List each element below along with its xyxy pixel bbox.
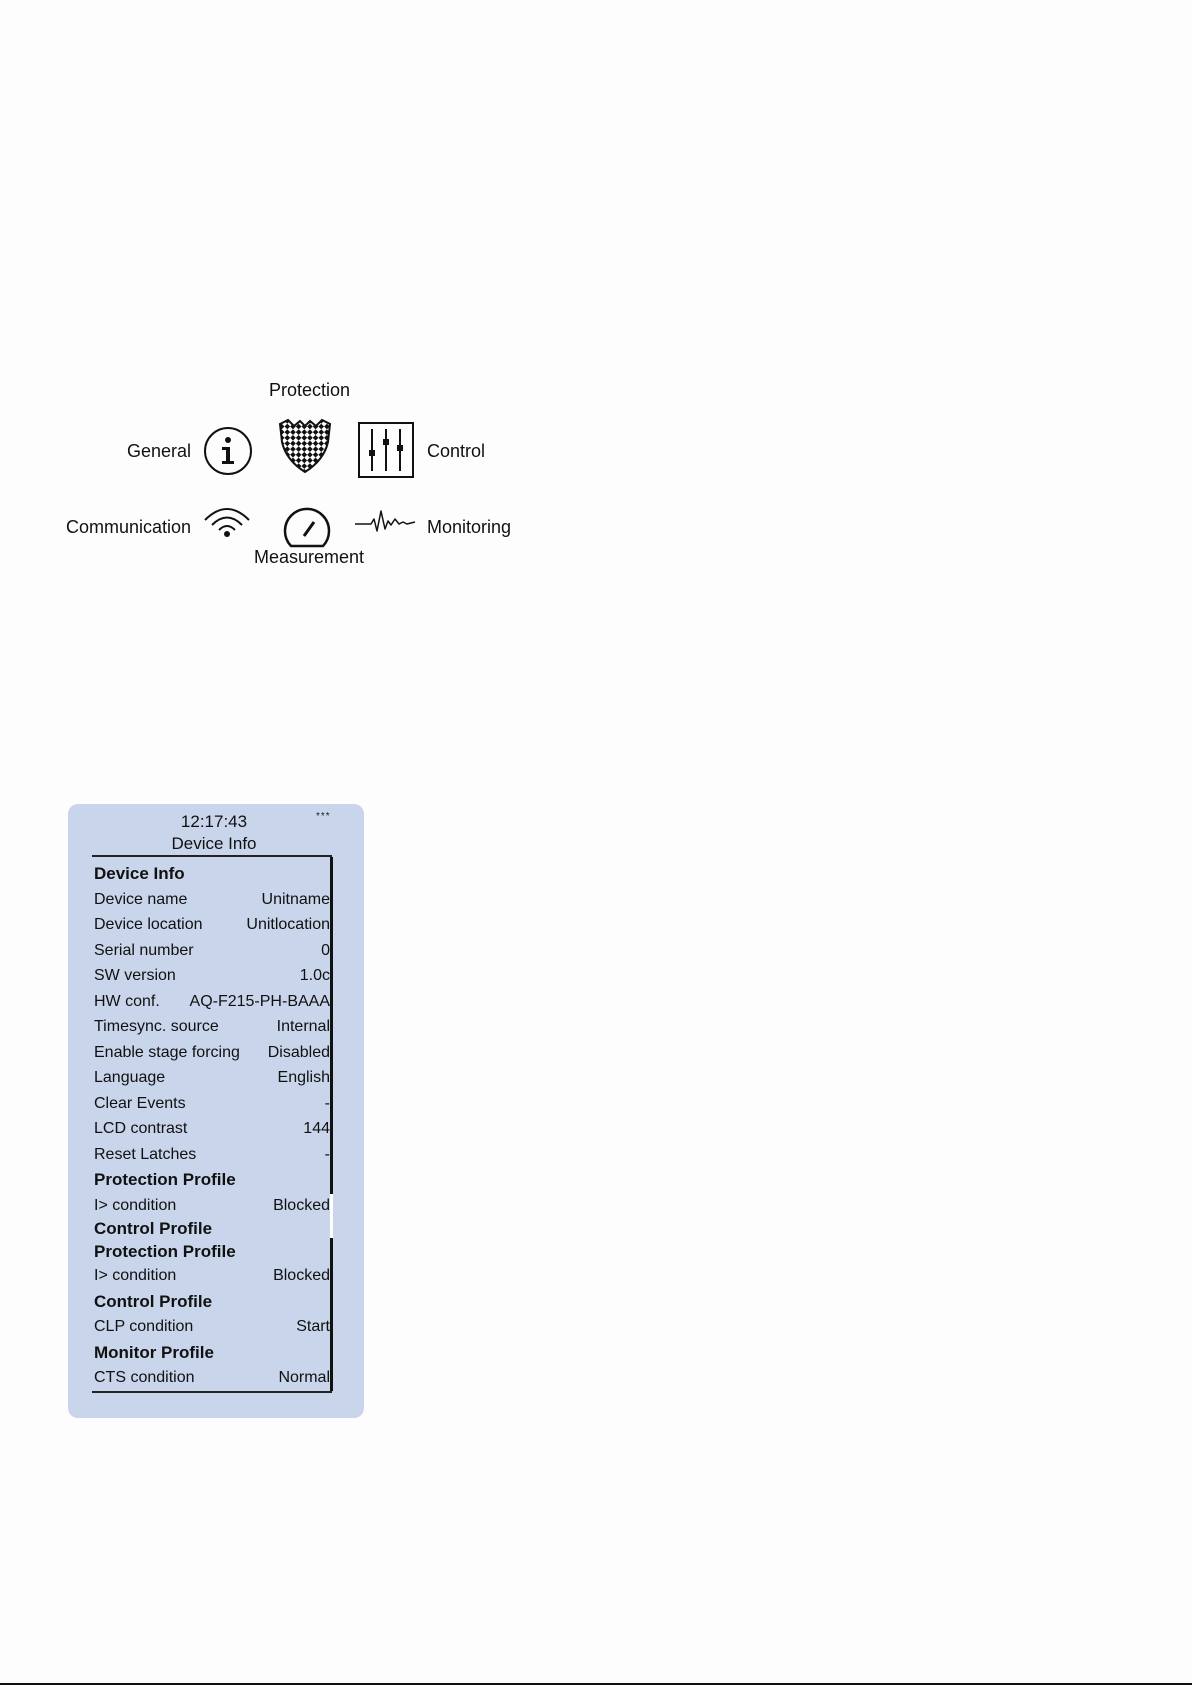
list-item-language[interactable] — [94, 1065, 330, 1091]
row-label: Enable stage forcing — [94, 1043, 240, 1061]
row-value: Disabled — [267, 1043, 330, 1061]
row-value: Blocked — [273, 1196, 330, 1214]
row-value: 1.0c — [299, 967, 330, 984]
section-header-control-profile: Control Profile — [94, 1219, 213, 1238]
info-circle-icon[interactable] — [203, 426, 253, 476]
row-value: 0 — [321, 941, 330, 959]
lcd-clock: 12:17:43 — [180, 812, 248, 831]
row-value: Internal — [276, 1018, 330, 1035]
list-item-i-condition[interactable] — [94, 1263, 330, 1289]
section-header-device-info: Device Info — [94, 864, 185, 883]
list-item-i-condition[interactable] — [94, 1193, 330, 1219]
row-value: - — [324, 1145, 330, 1163]
bottom-divider — [92, 1391, 332, 1393]
list-item-enable-stage-forcing[interactable] — [94, 1040, 330, 1066]
row-label: Device location — [94, 916, 203, 933]
general-label: General — [127, 441, 192, 461]
list-item-hw-conf[interactable] — [94, 989, 330, 1015]
scrollbar[interactable] — [330, 857, 333, 1391]
row-value: Blocked — [273, 1267, 330, 1284]
row-label: HW conf. — [94, 992, 160, 1010]
signal-indicator-icon: *** — [316, 811, 331, 822]
shield-icon[interactable] — [276, 418, 334, 474]
section-header-protection-profile: Protection Profile — [94, 1241, 236, 1261]
row-label: CTS condition — [94, 1369, 195, 1386]
section-header-control-profile: Control Profile — [94, 1291, 213, 1311]
row-label: SW version — [94, 967, 176, 984]
device-info-list — [94, 861, 330, 1391]
row-label: Reset Latches — [94, 1145, 197, 1163]
list-item-clp-condition[interactable] — [94, 1314, 330, 1340]
monitoring-label: Monitoring — [427, 517, 512, 537]
list-item-cts-condition[interactable] — [94, 1365, 330, 1391]
row-value: AQ-F215-PH-BAAA — [189, 992, 330, 1010]
row-label: I> condition — [94, 1267, 177, 1284]
section-header-protection-profile: Protection Profile — [94, 1170, 236, 1189]
row-value: English — [277, 1069, 330, 1086]
title-divider — [92, 855, 332, 857]
row-label: I> condition — [94, 1196, 177, 1214]
list-item-sw-version[interactable] — [94, 963, 330, 989]
row-value: 144 — [303, 1120, 330, 1137]
row-label: Device name — [94, 890, 188, 908]
row-label: Serial number — [94, 941, 194, 959]
wireless-signal-icon[interactable] — [197, 504, 257, 538]
menu-icon-legend — [0, 380, 560, 580]
row-value: - — [324, 1094, 330, 1112]
list-item-lcd-contrast[interactable] — [94, 1116, 330, 1142]
scrollbar-thumb[interactable] — [330, 1194, 333, 1238]
list-item-device-location[interactable] — [94, 912, 330, 938]
lcd-screen — [68, 804, 364, 1418]
row-value: Unitlocation — [246, 916, 330, 933]
waveform-icon[interactable] — [353, 507, 417, 537]
row-value: Start — [296, 1318, 330, 1335]
list-item-reset-latches[interactable] — [94, 1142, 330, 1168]
list-item-clear-events[interactable] — [94, 1091, 330, 1117]
row-label: CLP condition — [94, 1318, 194, 1335]
protection-label: Protection — [269, 380, 351, 400]
list-item-device-name[interactable] — [94, 887, 330, 913]
gauge-icon[interactable] — [282, 504, 332, 550]
row-label: Clear Events — [94, 1094, 186, 1112]
row-value: Unitname — [261, 890, 330, 908]
row-label: Language — [94, 1069, 166, 1086]
communication-label: Communication — [66, 517, 192, 537]
row-value: Normal — [278, 1369, 330, 1386]
section-header-monitor-profile: Monitor Profile — [94, 1342, 214, 1362]
list-item-timesync-source[interactable] — [94, 1014, 330, 1040]
lcd-page-title: Device Info — [171, 834, 257, 853]
list-item-serial-number[interactable] — [94, 938, 330, 964]
control-label: Control — [427, 441, 486, 461]
row-label: LCD contrast — [94, 1120, 188, 1137]
sliders-icon[interactable] — [358, 422, 414, 478]
row-label: Timesync. source — [94, 1018, 219, 1035]
measurement-label: Measurement — [254, 547, 365, 567]
